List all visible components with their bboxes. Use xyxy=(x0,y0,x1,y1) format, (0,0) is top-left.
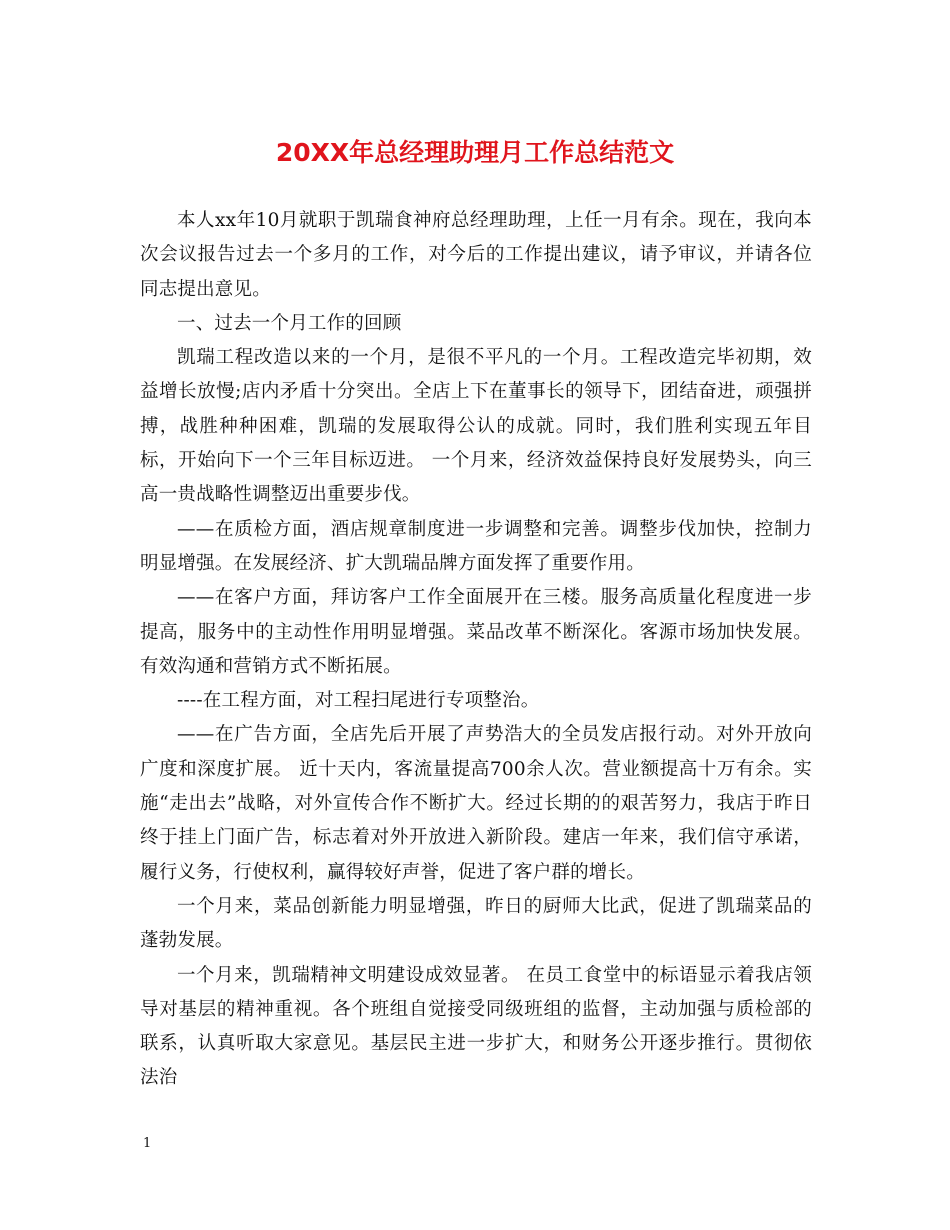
document-title: 20XX年总经理助理月工作总结范文 xyxy=(275,138,675,167)
document-body xyxy=(140,204,812,1096)
paragraph-dishes: 一个月来，菜品创新能力明显增强，昨日的厨师大比武，促进了凯瑞菜品的蓬勃发展。 xyxy=(140,895,812,952)
paragraph-advertising: ——在广告方面，全店先后开展了声势浩大的全员发店报行动。对外开放向广度和深度扩展。 近十天内，客流量提高700余人次。营业额提高十万有余。实施“走出去”战略，对外宣传合作不断扩大。经过长期的的艰苦努力，我店于昨日终于挂上门面广告，标志着对外开放进入新阶段。建店一年来，我们信守承诺，履行义务，行使权利，赢得较好声誉，促进了客户群的增长。 xyxy=(140,724,812,883)
section-heading-review: 一、过去一个月工作的回顾 xyxy=(177,312,402,334)
paragraph-quality-inspection: ——在质检方面，酒店规章制度进一步调整和完善。调整步伐加快，控制力明显增强。在发展经济、扩大凯瑞品牌方面发挥了重要作用。 xyxy=(140,518,812,574)
paragraph-intro: 本人xx年10月就职于凯瑞食神府总经理助理，上任一月有余。现在，我向本次会议报告过去一个多月的工作，对今后的工作提出建议，请予审议，并请各位同志提出意见。 xyxy=(140,210,812,300)
paragraph-customers: ——在客户方面，拜访客户工作全面展开在三楼。服务高质量化程度进一步提高，服务中的主动性作用明显增强。菜品改革不断深化。客源市场加快发展。有效沟通和营销方式不断拓展。 xyxy=(140,587,812,677)
paragraph-overview: 凯瑞工程改造以来的一个月，是很不平凡的一个月。工程改造完毕初期，效益增长放慢;店内矛盾十分突出。全店上下在董事长的领导下，团结奋进，顽强拼搏，战胜种种困难，凯瑞的发展取得公认的成就。同时，我们胜利实现五年目标，开始向下一个三年目标迈进。 一个月来，经济效益保持良好发展势头，向三高一贵战略性调整迈出重要步伐。 xyxy=(140,347,812,506)
paragraph-engineering: ----在工程方面，对工程扫尾进行专项整治。 xyxy=(177,690,540,712)
page-number: 1 xyxy=(143,1136,152,1151)
paragraph-culture: 一个月来，凯瑞精神文明建设成效显著。 在员工食堂中的标语显示着我店领导对基层的精神重视。各个班组自觉接受同级班组的监督，主动加强与质检部的联系，认真听取大家意见。基层民主进一步扩大，和财务公开逐步推行。贯彻依法治 xyxy=(140,964,812,1089)
